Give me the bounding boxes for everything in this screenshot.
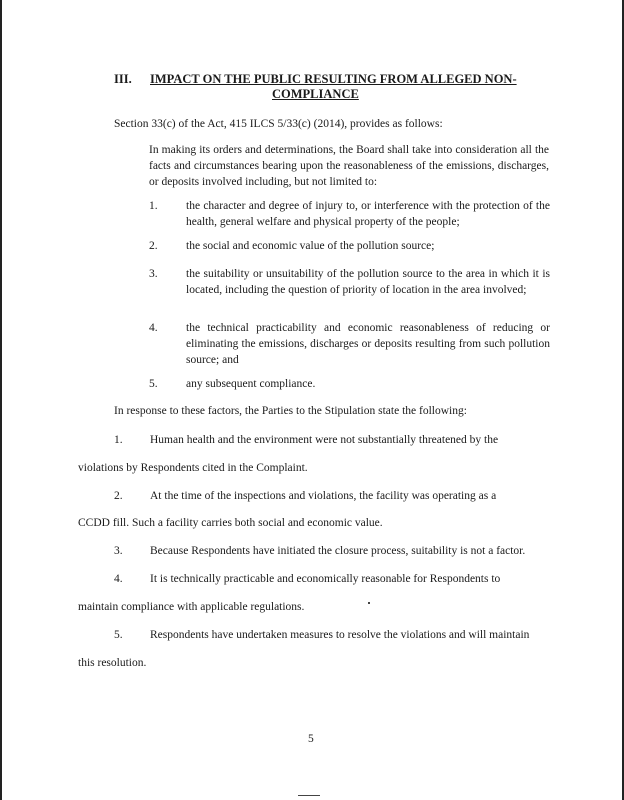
factor-5-text: any subsequent compliance.	[186, 378, 316, 390]
response-3-first-line: Because Respondents have initiated the closure process, suitability is not a factor.	[150, 545, 526, 557]
response-4-first-line: It is technically practicable and economically reasonable for Respondents to	[150, 573, 501, 585]
response-2-continuation: CCDD fill. Such a facility carries both social and economic value.	[78, 517, 383, 529]
response-1-number: 1.	[114, 434, 123, 446]
factor-1-text: the character and degree of injury to, or interference with the protection of the health, general welfare and physical property of the people;	[186, 200, 550, 228]
factor-3-number: 3.	[149, 268, 158, 280]
response-1-continuation: violations by Respondents cited in the Complaint.	[78, 462, 308, 474]
response-5-number: 5.	[114, 629, 123, 641]
factor-2-number: 2.	[149, 240, 158, 252]
factor-4-text: the technical practicability and economic reasonableness of reducing or eliminating the emissions, discharges or deposits resulting from such pollution source; and	[186, 322, 550, 366]
response-5-first-line: Respondents have undertaken measures to resolve the violations and will maintain	[150, 629, 530, 641]
factor-4-number: 4.	[149, 322, 158, 334]
response-4-continuation: maintain compliance with applicable regulations.	[78, 601, 305, 613]
section-number: III.	[114, 72, 132, 86]
factor-3-text: the suitability or unsuitability of the pollution source to the area in which it is located, including the question of priority of location in the area involved;	[186, 268, 550, 296]
scan-speck	[368, 602, 370, 604]
section-title-line1: IMPACT ON THE PUBLIC RESULTING FROM ALLEGED NON-	[150, 72, 517, 86]
response-2-number: 2.	[114, 490, 123, 502]
intro-text: Section 33(c) of the Act, 415 ILCS 5/33(c) (2014), provides as follows:	[114, 118, 443, 130]
page-number: 5	[308, 733, 314, 745]
response-intro: In response to these factors, the Parties to the Stipulation state the following:	[114, 405, 467, 417]
statute-quote: In making its orders and determinations, the Board shall take into consideration all the facts and circumstances bearing upon the reasonableness of the emissions, discharges, or deposits involved including, but not limited to:	[149, 144, 549, 188]
response-2-first-line: At the time of the inspections and violations, the facility was operating as a	[150, 490, 497, 502]
response-5-continuation: this resolution.	[78, 657, 147, 669]
scan-mark	[298, 795, 320, 796]
section-title-line2: COMPLIANCE	[272, 87, 359, 101]
factor-5-number: 5.	[149, 378, 158, 390]
response-3-number: 3.	[114, 545, 123, 557]
response-1-first-line: Human health and the environment were not substantially threatened by the	[150, 434, 499, 446]
factor-1-number: 1.	[149, 200, 158, 212]
response-4-number: 4.	[114, 573, 123, 585]
factor-2-text: the social and economic value of the pollution source;	[186, 240, 435, 252]
